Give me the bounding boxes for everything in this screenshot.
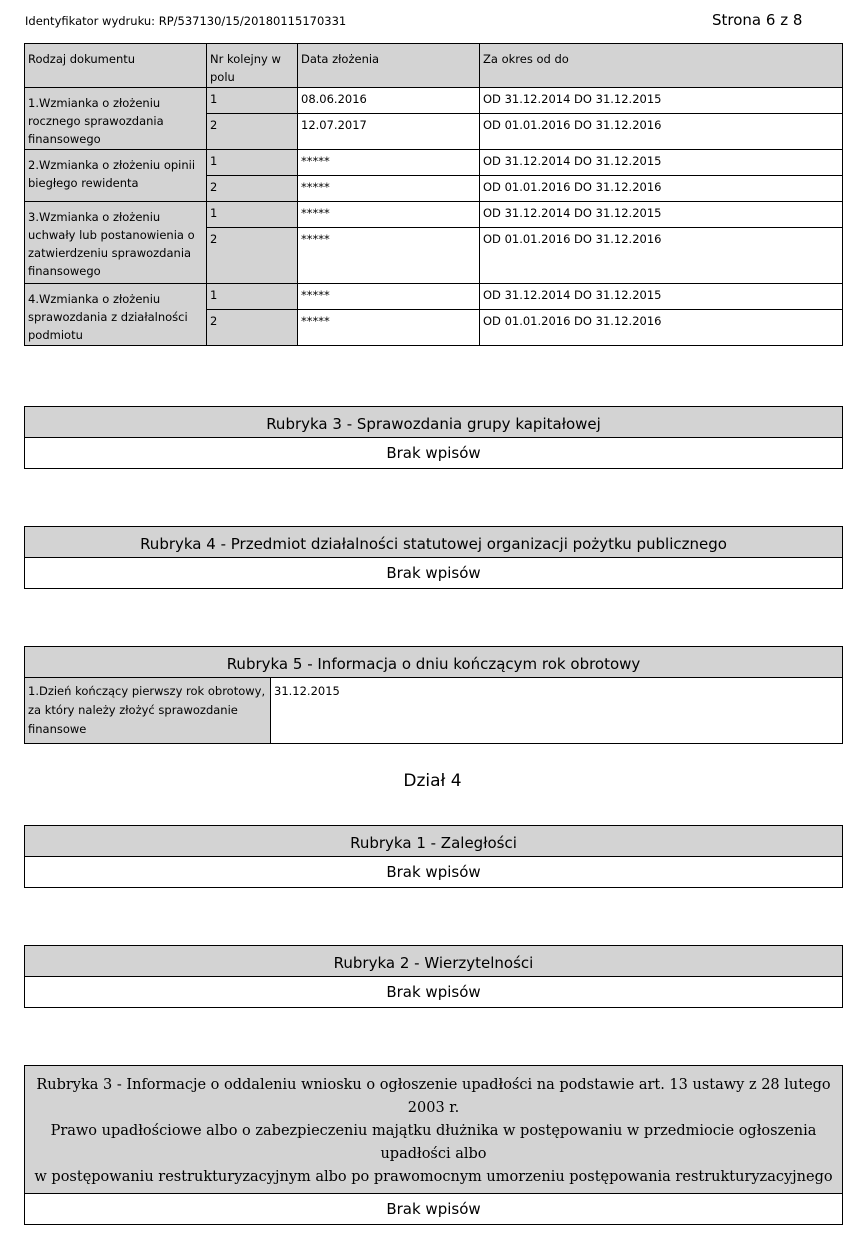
- table-row: [25, 88, 843, 114]
- d4-rubryka-2-section: [24, 945, 843, 1008]
- period-cell: OD 01.01.2016 DO 31.12.2016: [480, 228, 843, 284]
- period-cell: OD 31.12.2014 DO 31.12.2015: [480, 202, 843, 228]
- date-cell: *****: [298, 150, 480, 176]
- date-cell: *****: [298, 202, 480, 228]
- table-row: [25, 150, 843, 176]
- section-title: Rubryka 2 - Wierzytelności: [25, 946, 842, 977]
- rubryka-5-section: [24, 646, 843, 744]
- d4-rubryka-1-section: [24, 825, 843, 888]
- document-type-cell: 4.Wzmianka o złożeniu sprawozdania z działalności podmiotu: [25, 284, 207, 346]
- period-cell: OD 01.01.2016 DO 31.12.2016: [480, 176, 843, 202]
- row-number-cell: 1: [207, 284, 298, 310]
- row-number-cell: 1: [207, 150, 298, 176]
- date-cell: 12.07.2017: [298, 114, 480, 150]
- document-type-cell: 3.Wzmianka o złożeniu uchwały lub postanowienia o zatwierdzeniu sprawozdania finansowego: [25, 202, 207, 284]
- date-cell: *****: [298, 228, 480, 284]
- fiscal-year-label: 1.Dzień kończący pierwszy rok obrotowy, za który należy złożyć sprawozdanie finansowe: [25, 678, 271, 743]
- row-number-cell: 2: [207, 114, 298, 150]
- date-cell: *****: [298, 284, 480, 310]
- row-number-cell: 1: [207, 202, 298, 228]
- page-number: Strona 6 z 8: [712, 11, 803, 29]
- row-number-cell: 2: [207, 310, 298, 346]
- column-header: Data złożenia: [298, 44, 480, 88]
- fiscal-year-value: 31.12.2015: [271, 678, 842, 743]
- date-cell: *****: [298, 310, 480, 346]
- period-cell: OD 01.01.2016 DO 31.12.2016: [480, 310, 843, 346]
- section-title: [25, 1066, 842, 1194]
- column-header: Nr kolejny w polu: [207, 44, 298, 88]
- no-entries-text: Brak wpisów: [25, 1194, 842, 1224]
- table-row: [25, 202, 843, 228]
- no-entries-text: Brak wpisów: [25, 857, 842, 887]
- no-entries-text: Brak wpisów: [25, 438, 842, 468]
- period-cell: OD 01.01.2016 DO 31.12.2016: [480, 114, 843, 150]
- period-cell: OD 31.12.2014 DO 31.12.2015: [480, 88, 843, 114]
- section-title: Rubryka 3 - Sprawozdania grupy kapitałowej: [25, 407, 842, 438]
- section-title-line: Prawo upadłościowe albo o zabezpieczeniu majątku dłużnika w postępowaniu w przedmiocie ogłoszenia upadłości albo: [50, 1123, 817, 1162]
- date-cell: 08.06.2016: [298, 88, 480, 114]
- document-type-cell: 2.Wzmianka o złożeniu opinii biegłego rewidenta: [25, 150, 207, 202]
- fiscal-year-row: [25, 678, 842, 743]
- rubryka-3-section: [24, 406, 843, 469]
- section-heading-dzial-4: Dział 4: [403, 771, 462, 791]
- d4-rubryka-3-section: [24, 1065, 843, 1225]
- row-number-cell: 2: [207, 228, 298, 284]
- column-header: Za okres od do: [480, 44, 843, 88]
- print-identifier: Identyfikator wydruku: RP/537130/15/20180115170331: [25, 14, 347, 28]
- period-cell: OD 31.12.2014 DO 31.12.2015: [480, 150, 843, 176]
- document-type-cell: 1.Wzmianka o złożeniu rocznego sprawozdania finansowego: [25, 88, 207, 150]
- section-title: Rubryka 1 - Zaległości: [25, 826, 842, 857]
- no-entries-text: Brak wpisów: [25, 977, 842, 1007]
- date-cell: *****: [298, 176, 480, 202]
- column-header: Rodzaj dokumentu: [25, 44, 207, 88]
- documents-table: [24, 43, 843, 346]
- section-title: Rubryka 4 - Przedmiot działalności statutowej organizacji pożytku publicznego: [25, 527, 842, 558]
- no-entries-text: Brak wpisów: [25, 558, 842, 588]
- section-title-line: Rubryka 3 - Informacje o oddaleniu wniosku o ogłoszenie upadłości na podstawie art. 13 ustawy z 28 lutego 2003 r.: [36, 1077, 831, 1116]
- period-cell: OD 31.12.2014 DO 31.12.2015: [480, 284, 843, 310]
- section-title: Rubryka 5 - Informacja o dniu kończącym rok obrotowy: [25, 647, 842, 678]
- row-number-cell: 2: [207, 176, 298, 202]
- table-header-row: [25, 44, 843, 88]
- row-number-cell: 1: [207, 88, 298, 114]
- section-title-line: w postępowaniu restrukturyzacyjnym albo po prawomocnym umorzeniu postępowania restrukturyzacyjnego: [34, 1169, 833, 1185]
- rubryka-4-section: [24, 526, 843, 589]
- table-row: [25, 284, 843, 310]
